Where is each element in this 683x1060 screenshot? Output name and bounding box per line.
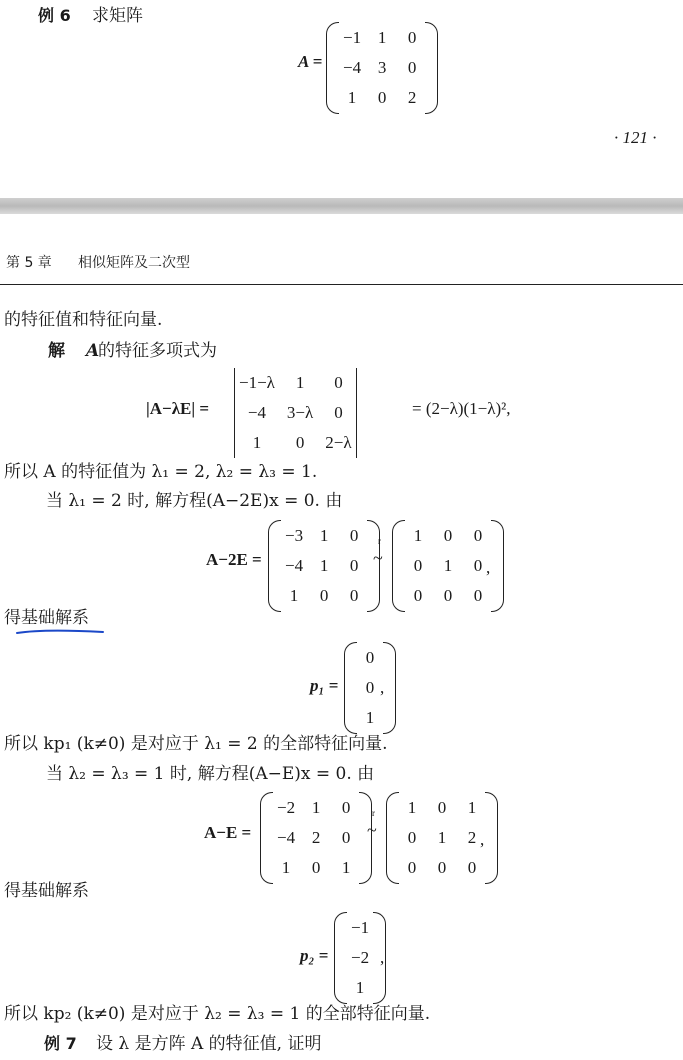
matrix-entry: −2 <box>277 798 296 817</box>
matrix-a-lhs: A = <box>298 52 323 71</box>
matrix-entries <box>405 522 491 610</box>
page-separator <box>0 198 683 214</box>
header-rule <box>0 284 683 285</box>
characteristic-determinant <box>234 368 357 458</box>
comma-p2: , <box>380 948 385 967</box>
matrix-entry: 0 <box>349 586 359 605</box>
vector-p1 <box>344 642 396 734</box>
row-equiv-1-r: r <box>378 536 381 546</box>
matrix-entry: −1 <box>351 918 370 937</box>
example-7-label: 例 7 <box>44 1034 77 1053</box>
handwritten-underline <box>16 628 104 636</box>
matrix-entry: −4 <box>343 58 362 77</box>
row-equiv-2: ~ <box>367 820 377 840</box>
matrix-entry: 0 <box>413 586 423 605</box>
matrix-entry: 0 <box>295 433 305 452</box>
matrix-entry: 3−λ <box>286 403 314 422</box>
example-6-label: 例 6 <box>38 6 71 25</box>
solution-text: 的特征多项式为 <box>98 341 217 361</box>
chapter-title: 相似矩阵及二次型 <box>78 255 190 271</box>
matrix-entries <box>339 24 425 112</box>
solution-label: 解 <box>48 341 65 361</box>
matrix-entry: 0 <box>407 28 417 47</box>
matrix-entry: −4 <box>285 556 304 575</box>
matrix-entry: 0 <box>349 556 359 575</box>
row-equiv-1: ~ <box>373 548 383 568</box>
matrix-entry: 0 <box>443 586 453 605</box>
chapter-number: 第 5 章 <box>6 255 52 271</box>
matrix-entry: 1 <box>407 798 417 817</box>
matrix-entries <box>273 794 359 882</box>
paren-l <box>260 792 273 884</box>
example-6-text: 求矩阵 <box>92 6 143 26</box>
matrix-entry: 0 <box>473 556 483 575</box>
matrix-entry: −3 <box>285 526 304 545</box>
matrix-entry: 0 <box>377 88 387 107</box>
conclusion-1: 所以 kp₁ (k≠0) 是对应于 λ₁ = 2 的全部特征向量. <box>4 734 388 754</box>
matrix-entry: 1 <box>281 858 291 877</box>
paren-l <box>326 22 339 114</box>
matrix-entry: 1 <box>347 88 357 107</box>
paren-r <box>491 520 504 612</box>
matrix-entry: 0 <box>334 403 343 422</box>
matrix-entry: 0 <box>341 828 351 847</box>
matrix-entry: 1 <box>437 828 447 847</box>
paren-l <box>386 792 399 884</box>
paren-l <box>392 520 405 612</box>
matrix-entry: 0 <box>407 858 417 877</box>
matrix-entries <box>347 914 373 1002</box>
matrix-entry: 1 <box>252 433 262 452</box>
matrix-entry: 1 <box>443 556 453 575</box>
determinant-lhs: |A−λE| = <box>146 399 210 418</box>
matrix-entry: 2 <box>467 828 477 847</box>
matrix-entry: 1 <box>319 556 329 575</box>
matrix-entry: 2 <box>311 828 321 847</box>
matrix-entry: 0 <box>311 858 321 877</box>
basis-label-1: 得基础解系 <box>4 608 89 628</box>
text-line-1: 的特征值和特征向量. <box>4 310 163 330</box>
paren-r <box>485 792 498 884</box>
p2-lhs: p₂ = <box>300 946 329 965</box>
row-equiv-2-r: r <box>372 808 375 818</box>
case-2-line: 当 λ₂ = λ₃ = 1 时, 解方程(A−E)x = 0. 由 <box>46 764 375 784</box>
matrix-a <box>326 22 438 114</box>
matrix-entry: 1 <box>311 798 321 817</box>
paren-l <box>334 912 347 1004</box>
determinant-rhs: = (2−λ)(1−λ)², <box>412 399 511 418</box>
matrix-entry: 0 <box>407 828 417 847</box>
matrix-entry: 0 <box>365 678 375 697</box>
matrix-entry: −1 <box>343 28 362 47</box>
matrix-entry: 3 <box>377 58 387 77</box>
matrix-entry: 0 <box>407 58 417 77</box>
case-1-line: 当 λ₁ = 2 时, 解方程(A−2E)x = 0. 由 <box>46 491 343 511</box>
matrix-entry: 2−λ <box>325 433 352 452</box>
matrix-entry: 0 <box>334 373 343 392</box>
matrix-entry: 0 <box>467 858 477 877</box>
matrix-entry: 0 <box>413 556 423 575</box>
matrix-entry: 0 <box>341 798 351 817</box>
matrix-entry: 0 <box>443 526 453 545</box>
matrix-entry: 0 <box>349 526 359 545</box>
comma-2: , <box>480 830 485 849</box>
matrix-entry: −4 <box>247 403 266 422</box>
matrix-entry: 1 <box>413 526 423 545</box>
matrix-entry: −2 <box>351 948 370 967</box>
matrix-entries <box>235 369 356 457</box>
basis-label-2: 得基础解系 <box>4 881 89 901</box>
conclusion-2: 所以 kp₂ (k≠0) 是对应于 λ₂ = λ₃ = 1 的全部特征向量. <box>4 1004 431 1024</box>
m2-lhs: A−E = <box>204 823 252 842</box>
matrix-entry: 1 <box>289 586 299 605</box>
paren-l <box>268 520 281 612</box>
previous-page <box>0 0 683 198</box>
matrix-entry: 1 <box>319 526 329 545</box>
matrix-a-minus-2e <box>268 520 380 612</box>
matrix-entry: 0 <box>473 586 483 605</box>
comma-1: , <box>486 558 491 577</box>
vector-p2 <box>334 912 386 1004</box>
example-7-text: 设 λ 是方阵 A 的特征值, 证明 <box>96 1034 322 1054</box>
p1-lhs: p₁ = <box>310 676 339 695</box>
matrix-entry: 1 <box>365 708 375 727</box>
paren-r <box>425 22 438 114</box>
page-number: · 121 · <box>614 128 657 147</box>
m1-lhs: A−2E = <box>206 550 262 569</box>
matrix-entry: −1−λ <box>239 373 275 392</box>
matrix-entry: 0 <box>319 586 329 605</box>
matrix-entry: 0 <box>437 858 447 877</box>
matrix-entry: 1 <box>467 798 477 817</box>
matrix-a-minus-e <box>260 792 372 884</box>
matrix-entries <box>399 794 485 882</box>
eigenvalues-line: 所以 A 的特征值为 λ₁ = 2, λ₂ = λ₃ = 1. <box>4 462 318 482</box>
matrix-entry: 1 <box>377 28 387 47</box>
matrix-entry: 0 <box>365 648 375 667</box>
matrix-entry: 0 <box>473 526 483 545</box>
matrix-entry: 1 <box>355 978 365 997</box>
matrix-entry: 2 <box>407 88 417 107</box>
paren-l <box>344 642 357 734</box>
matrix-entries <box>281 522 367 610</box>
matrix-entry: 1 <box>295 373 305 392</box>
determinant-bar-r <box>356 368 357 458</box>
solution-matrix-symbol: A <box>86 341 100 361</box>
matrix-entry: 0 <box>437 798 447 817</box>
matrix-entry: −4 <box>277 828 296 847</box>
paren-r <box>383 642 396 734</box>
comma-p1: , <box>380 678 385 697</box>
matrix-entry: 1 <box>341 858 351 877</box>
